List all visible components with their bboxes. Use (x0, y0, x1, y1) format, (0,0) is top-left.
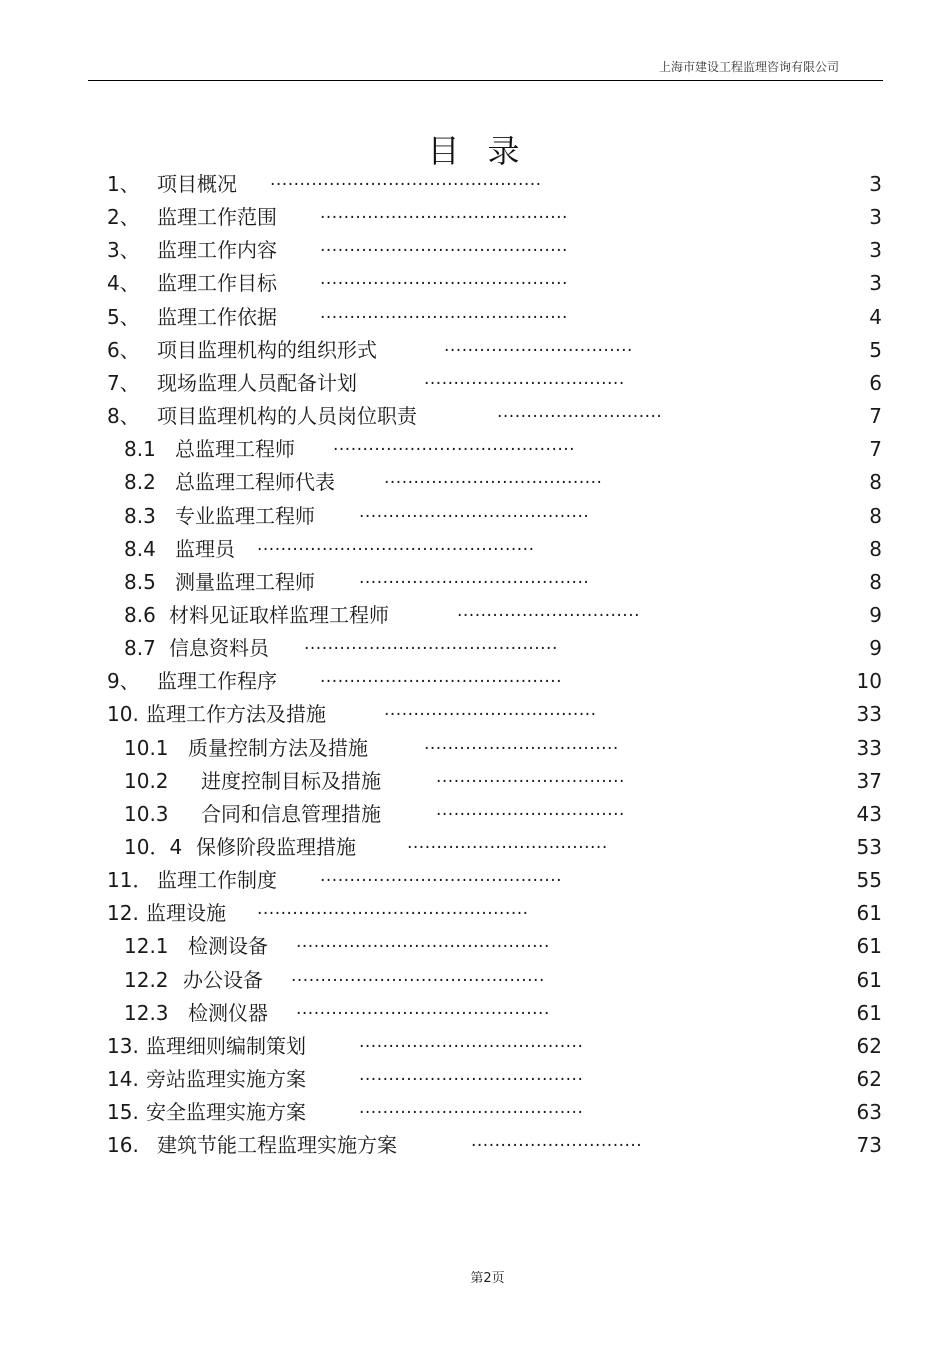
toc-entry-leader-dots: ....................................... (359, 501, 590, 522)
toc-entry-leader-dots: ......................................... (320, 667, 563, 688)
toc-entry-page-number: 61 (856, 934, 882, 959)
toc-entry-number: 8、 (107, 404, 140, 429)
toc-entry-leader-dots: ................................ (436, 766, 625, 787)
toc-entry-page-number: 33 (856, 702, 882, 727)
toc-entry-page-number: 33 (856, 735, 882, 760)
toc-entry-number: 10．4 (124, 835, 183, 859)
toc-entry[interactable] (0, 897, 950, 930)
toc-entry-number: 10.3 (124, 801, 169, 826)
toc-entry-page-number: 61 (856, 967, 882, 992)
toc-entry-page-number: 4 (869, 304, 882, 329)
toc-entry-number: 13. (107, 1033, 139, 1058)
toc-entry-leader-dots: ........................................... (304, 634, 558, 655)
toc-entry-number: 8.4 (124, 536, 156, 561)
toc-entry[interactable] (0, 168, 950, 201)
toc-entry[interactable] (0, 765, 950, 798)
toc-entry-label: 办公设备 (183, 967, 263, 992)
toc-entry-label: 监理工作程序 (157, 669, 277, 694)
toc-entry-leader-dots: ............................. (471, 1131, 643, 1152)
toc-entry-leader-dots: ........................................... (296, 998, 550, 1019)
toc-entry-number: 12.2 (124, 967, 169, 992)
toc-entry-leader-dots: ...................................... (359, 1098, 584, 1119)
toc-entry[interactable] (0, 964, 950, 997)
toc-entry-leader-dots: ........................................... (291, 965, 545, 986)
toc-entry-number: 8.5 (124, 569, 156, 594)
toc-entry-number: 12. (107, 901, 139, 926)
toc-entry[interactable] (0, 1096, 950, 1129)
toc-entry-page-number: 6 (869, 370, 882, 395)
toc-entry-leader-dots: .......................................... (320, 203, 568, 224)
toc-entry-leader-dots: .................................. (407, 833, 608, 853)
toc-entry-leader-dots: ....................................... (359, 567, 590, 588)
toc-entry-label: 进度控制目标及措施 (201, 768, 381, 793)
toc-entry-label: 监理工作范围 (157, 205, 277, 230)
toc-entry[interactable] (0, 831, 950, 864)
toc-entry-number: 8.6 (124, 602, 156, 627)
toc-entry[interactable] (0, 930, 950, 963)
toc-entry-label: 监理工作目标 (157, 271, 277, 296)
header-divider (88, 80, 883, 81)
toc-entry-page-number: 43 (856, 801, 882, 826)
toc-entry-leader-dots: ................................ (436, 799, 625, 820)
toc-entry-label: 监理工作依据 (157, 304, 277, 329)
toc-entry-leader-dots: ................................. (424, 733, 619, 754)
toc-entry-leader-dots: .............................................. (270, 170, 542, 190)
toc-entry-label: 质量控制方法及措施 (188, 735, 368, 760)
toc-entry-page-number: 3 (869, 205, 882, 230)
toc-entry-page-number: 53 (856, 835, 882, 859)
toc-entry-label: 监理设施 (146, 901, 226, 926)
toc-entry-page-number: 5 (869, 337, 882, 362)
toc-entry-number: 8.7 (124, 636, 156, 661)
toc-entry-leader-dots: .................................... (384, 700, 597, 721)
toc-entry[interactable] (0, 201, 950, 234)
toc-entry-number: 1、 (107, 172, 140, 196)
toc-entry-label: 专业监理工程师 (175, 503, 315, 528)
toc-entry-leader-dots: ..................................... (384, 468, 603, 489)
toc-entry-page-number: 8 (869, 569, 882, 594)
toc-entry-leader-dots: .......................................... (320, 236, 568, 257)
toc-entry-number: 9、 (107, 669, 140, 694)
toc-entry[interactable] (0, 267, 950, 300)
toc-entry[interactable] (0, 665, 950, 698)
toc-entry-leader-dots: ......................................... (333, 435, 576, 456)
toc-entry[interactable] (0, 433, 950, 466)
toc-entry-label: 检测设备 (188, 934, 268, 959)
toc-entry-page-number: 3 (869, 238, 882, 263)
toc-entry-label: 测量监理工程师 (175, 569, 315, 594)
toc-entry-number: 7、 (107, 370, 140, 395)
toc-entry-label: 检测仪器 (188, 1000, 268, 1025)
toc-entry[interactable] (0, 732, 950, 765)
toc-entry-number: 3、 (107, 238, 140, 263)
toc-entry-page-number: 73 (856, 1133, 882, 1158)
toc-entry[interactable] (0, 997, 950, 1030)
toc-entry-leader-dots: ...................................... (359, 1065, 584, 1086)
toc-entry-page-number: 62 (856, 1067, 882, 1092)
toc-entry[interactable] (0, 798, 950, 831)
toc-entry[interactable] (0, 466, 950, 499)
toc-entry-label: 监理工作方法及措施 (146, 702, 326, 727)
toc-entry-page-number: 7 (869, 437, 882, 462)
toc-entry-number: 14. (107, 1067, 139, 1092)
toc-entry[interactable] (0, 533, 950, 566)
toc-entry-page-number: 8 (869, 503, 882, 528)
toc-entry[interactable] (0, 1030, 950, 1063)
toc-entry-leader-dots: ............................................... (257, 534, 535, 555)
toc-entry-page-number: 9 (869, 636, 882, 661)
header-company: 上海市建设工程监理咨询有限公司 (658, 60, 839, 74)
toc-entry-leader-dots: ...................................... (359, 1031, 584, 1052)
toc-entry-number: 4、 (107, 271, 140, 296)
toc-entry-number: 10.2 (124, 768, 169, 793)
toc-entry-label: 项目概况 (157, 172, 237, 196)
toc-entry-number: 8.3 (124, 503, 156, 528)
page-number: 第2页 (470, 1271, 505, 1286)
toc-entry-page-number: 8 (869, 470, 882, 495)
toc-entry[interactable] (0, 500, 950, 533)
toc-entry-leader-dots: ........................................... (296, 932, 550, 953)
toc-entry-leader-dots: .................................. (424, 368, 625, 389)
toc-entry-leader-dots: .......................................... (320, 269, 568, 290)
toc-entry-label: 建筑节能工程监理实施方案 (157, 1133, 397, 1158)
toc-entry-label: 材料见证取样监理工程师 (169, 602, 389, 627)
toc-entry-label: 信息资料员 (169, 636, 269, 661)
toc-entry-number: 2、 (107, 205, 140, 230)
toc-entry-page-number: 61 (856, 901, 882, 926)
toc-entry-label: 项目监理机构的人员岗位职责 (157, 404, 417, 429)
toc-entry-leader-dots: .............................................. (257, 899, 529, 920)
toc-entry-page-number: 62 (856, 1033, 882, 1058)
toc-entry[interactable] (0, 864, 950, 897)
toc-entry-label: 总监理工程师 (175, 437, 295, 462)
toc-entry[interactable] (0, 234, 950, 267)
toc-entry[interactable] (0, 632, 950, 665)
toc-entry-number: 10.1 (124, 735, 169, 760)
toc-entry[interactable] (0, 400, 950, 433)
toc-entry-page-number: 37 (856, 768, 882, 793)
toc-entry-leader-dots: ......................................... (320, 866, 563, 887)
toc-entry-page-number: 61 (856, 1000, 882, 1025)
toc-entry-label: 监理员 (175, 536, 235, 561)
toc-entry-label: 合同和信息管理措施 (201, 801, 381, 826)
toc-entry[interactable] (0, 566, 950, 599)
toc-entry-number: 15. (107, 1100, 139, 1125)
toc-entry[interactable] (0, 599, 950, 632)
toc-entry-label: 监理工作内容 (157, 238, 277, 263)
toc-entry-number: 8.2 (124, 470, 156, 495)
toc-entry-number: 16. (107, 1133, 139, 1158)
toc-entry-number: 12.1 (124, 934, 169, 959)
toc-entry-number: 12.3 (124, 1000, 169, 1025)
toc-entry-label: 现场监理人员配备计划 (157, 370, 357, 395)
toc-entry-number: 8.1 (124, 437, 156, 462)
toc-entry-page-number: 63 (856, 1100, 882, 1125)
toc-entry-label: 旁站监理实施方案 (146, 1067, 306, 1092)
toc-entry[interactable] (0, 1129, 950, 1162)
toc-entry-number: 6、 (107, 337, 140, 362)
toc-entry-page-number: 3 (869, 271, 882, 296)
toc-entry-page-number: 3 (869, 172, 882, 196)
toc-entry-number: 11． (107, 868, 153, 893)
toc-entry-label: 安全监理实施方案 (146, 1100, 306, 1125)
toc-entry-page-number: 55 (856, 868, 882, 893)
toc-entry-leader-dots: ............................... (457, 600, 641, 621)
toc-entry-label: 保修阶段监理措施 (196, 835, 356, 859)
toc-entry-page-number: 8 (869, 536, 882, 561)
toc-entry-label: 监理工作制度 (157, 868, 277, 893)
toc-entry-page-number: 9 (869, 602, 882, 627)
toc-entry[interactable] (0, 367, 950, 400)
toc-entry-label: 总监理工程师代表 (175, 470, 335, 495)
toc-entry-leader-dots: ................................ (444, 335, 633, 356)
toc-entry-page-number: 7 (869, 404, 882, 429)
toc-entry[interactable] (0, 1063, 950, 1096)
page-title: 目录 (427, 132, 548, 170)
toc-entry-page-number: 10 (856, 669, 882, 694)
toc-entry-label: 项目监理机构的组织形式 (157, 337, 377, 362)
toc-entry-label: 监理细则编制策划 (146, 1033, 306, 1058)
toc-entry[interactable] (0, 301, 950, 334)
toc-entry[interactable] (0, 334, 950, 367)
toc-entry-number: 10. (107, 702, 139, 727)
toc-entry-leader-dots: ............................ (497, 402, 663, 423)
toc-entry-number: 5、 (107, 304, 140, 329)
toc-entry-leader-dots: .......................................... (320, 302, 568, 323)
toc-entry[interactable] (0, 698, 950, 731)
